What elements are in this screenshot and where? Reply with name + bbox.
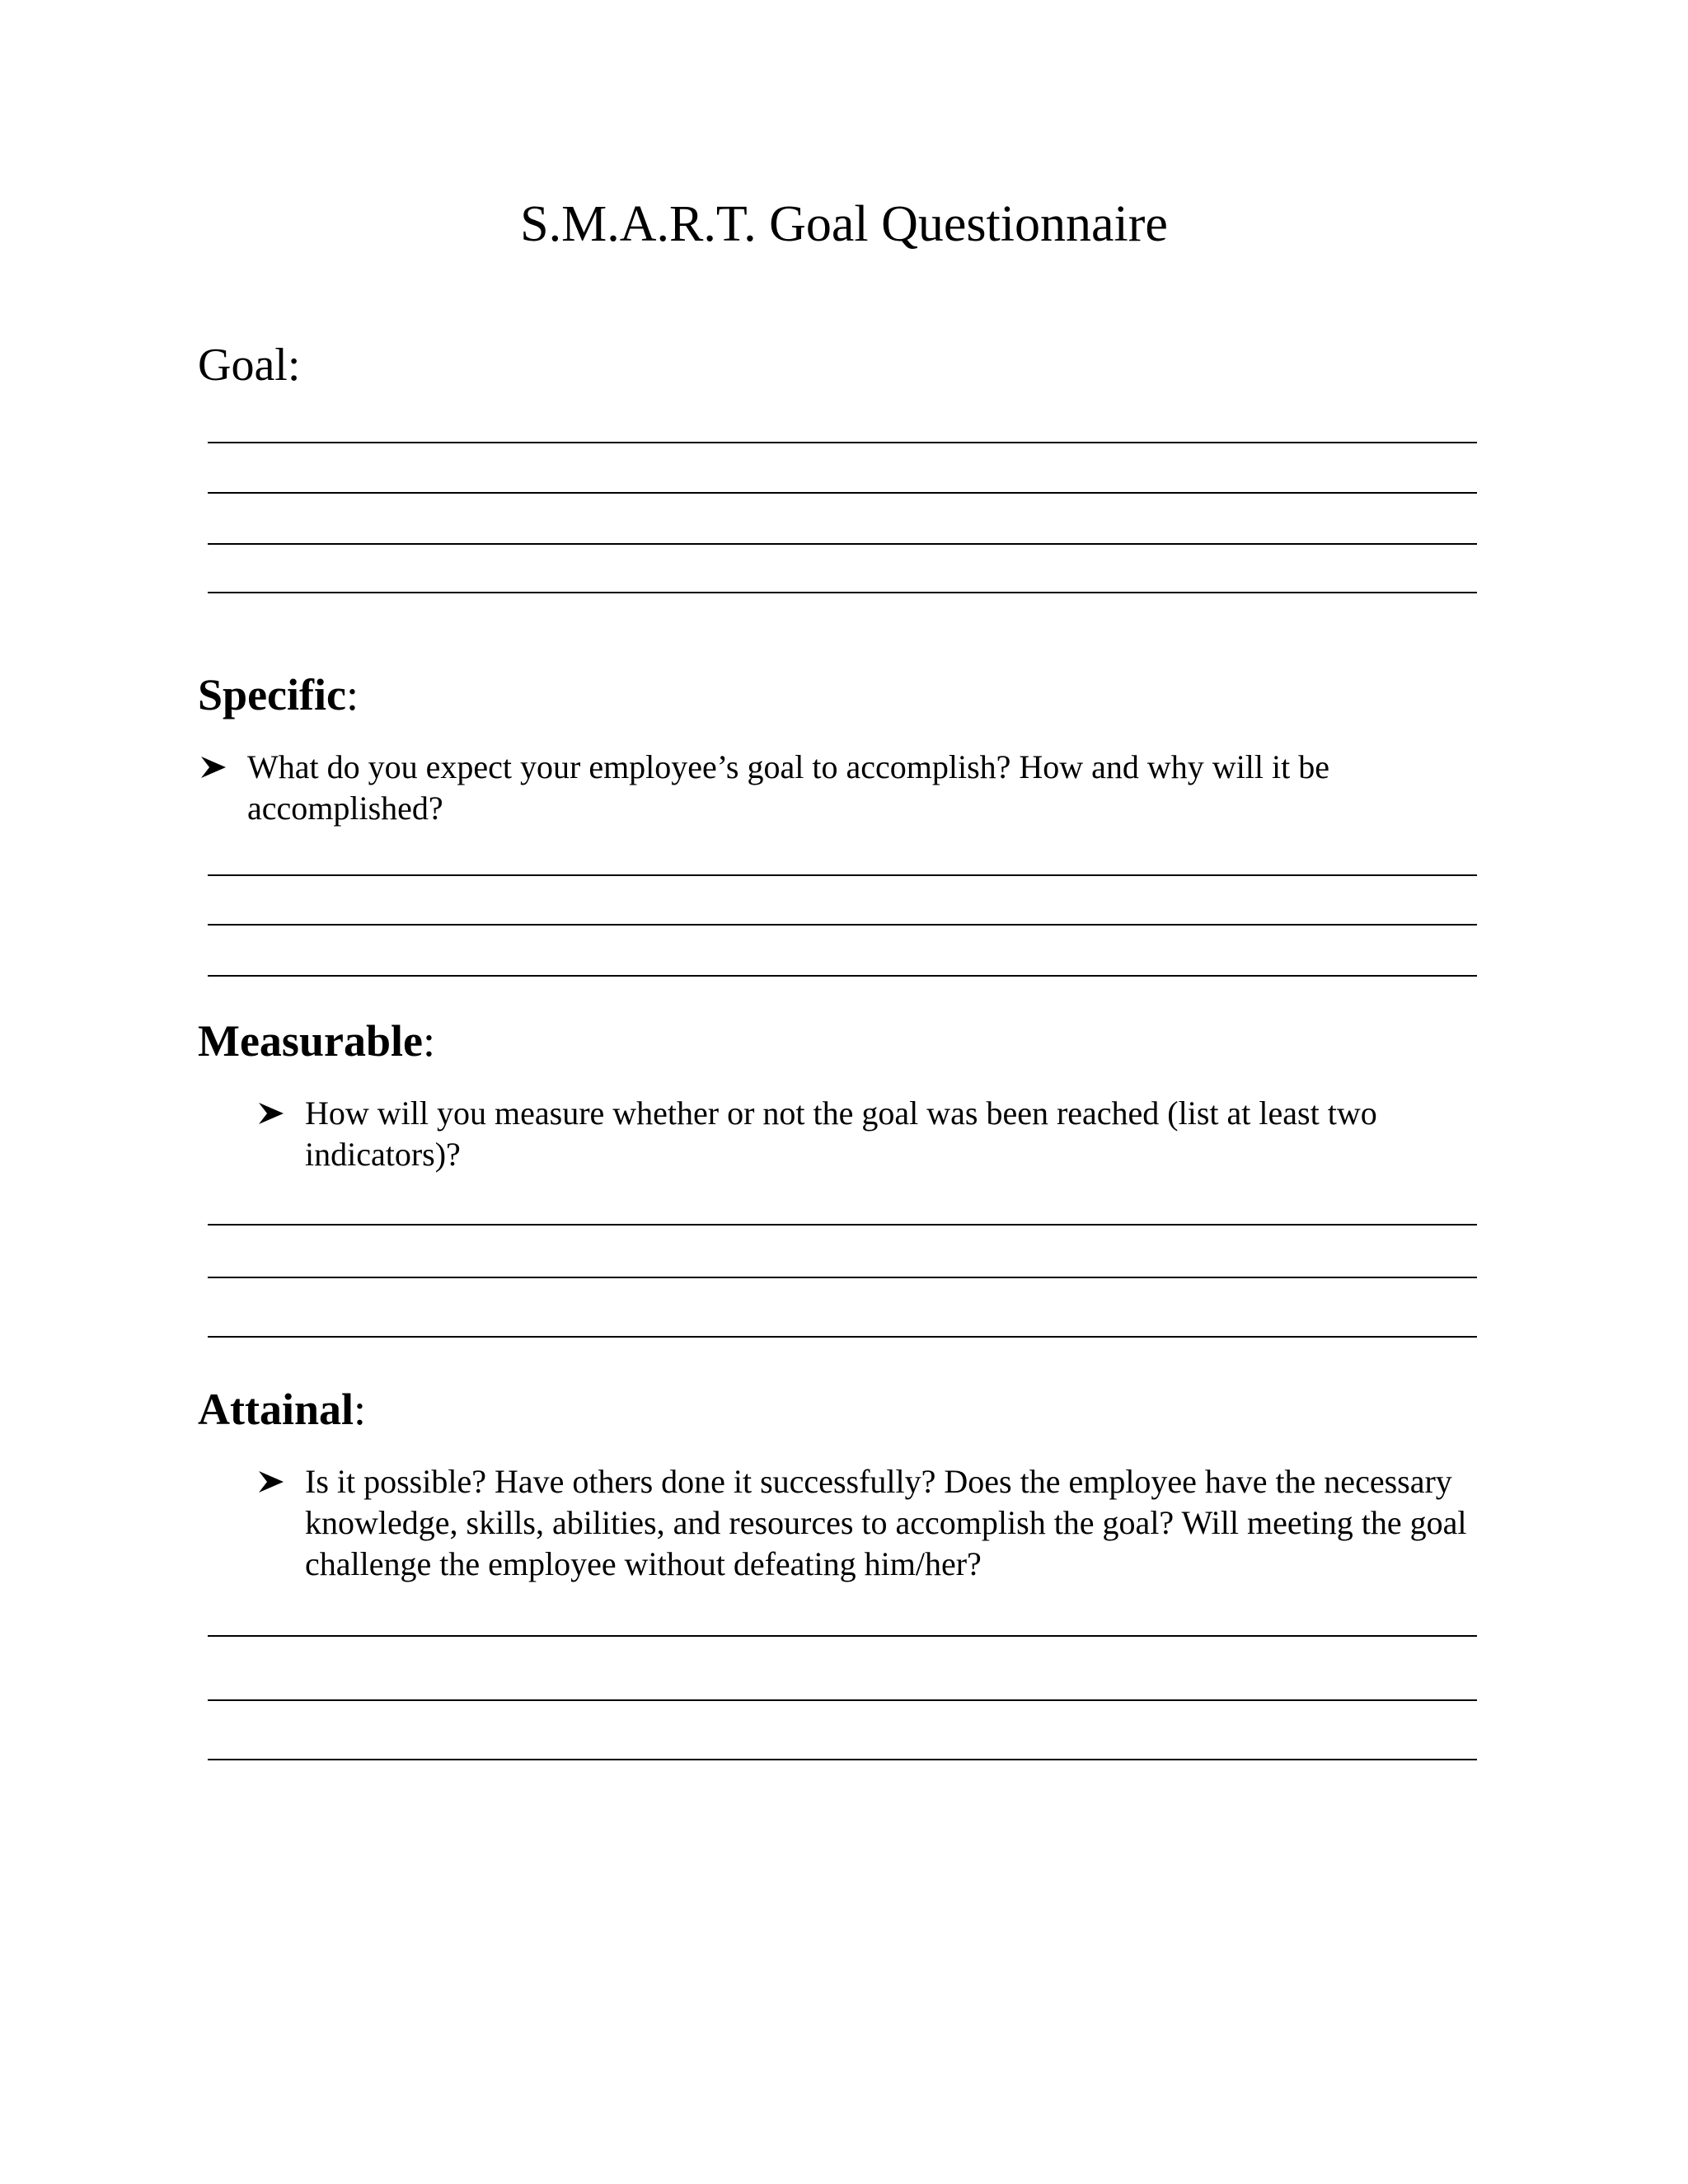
- arrowhead-bullet-icon: [198, 747, 231, 788]
- goal-answer-line[interactable]: [208, 442, 1477, 443]
- arrowhead-bullet-icon: [256, 1461, 288, 1502]
- arrowhead-bullet-icon: [256, 1093, 288, 1134]
- attainal-answer-line[interactable]: [208, 1635, 1477, 1637]
- page-title: S.M.A.R.T. Goal Questionnaire: [520, 196, 1168, 252]
- specific-heading-colon: :: [345, 670, 359, 719]
- question-line: What do you expect your employee’s goal to accomplish? How and why will it be: [247, 748, 1330, 785]
- goal-answer-line[interactable]: [208, 492, 1477, 494]
- question-line: indicators)?: [305, 1136, 461, 1173]
- specific-question-text: [247, 747, 1329, 829]
- measurable-answer-line[interactable]: [208, 1336, 1477, 1338]
- measurable-answer-line[interactable]: [208, 1224, 1477, 1226]
- specific-answer-line[interactable]: [208, 975, 1477, 977]
- specific-answer-line[interactable]: [208, 924, 1477, 926]
- question-line: Is it possible? Have others done it successfully? Does the employee have the necessary: [305, 1463, 1452, 1500]
- question-line: knowledge, skills, abilities, and resources to accomplish the goal? Will meeting the goal: [305, 1504, 1467, 1541]
- question-line: How will you measure whether or not the goal was been reached (list at least two: [305, 1094, 1377, 1132]
- specific-heading-word: Specific: [198, 670, 346, 719]
- attainal-answer-line[interactable]: [208, 1759, 1477, 1760]
- measurable-heading-colon: :: [422, 1016, 435, 1066]
- measurable-question-text: [305, 1093, 1377, 1175]
- specific-heading: [198, 668, 359, 722]
- goal-answer-line[interactable]: [208, 592, 1477, 593]
- question-line: accomplished?: [247, 790, 443, 827]
- question-line: challenge the employee without defeating him/her?: [305, 1545, 982, 1582]
- goal-answer-line[interactable]: [208, 543, 1477, 545]
- attainal-answer-line[interactable]: [208, 1699, 1477, 1701]
- attainal-question-text: [305, 1461, 1467, 1585]
- attainal-heading-word: Attainal: [198, 1385, 354, 1434]
- measurable-heading: [198, 1014, 435, 1068]
- attainal-heading-colon: :: [354, 1385, 367, 1434]
- goal-label: Goal:: [198, 340, 301, 391]
- measurable-heading-word: Measurable: [198, 1016, 423, 1066]
- specific-answer-line[interactable]: [208, 874, 1477, 876]
- measurable-answer-line[interactable]: [208, 1277, 1477, 1278]
- attainal-heading: [198, 1382, 366, 1436]
